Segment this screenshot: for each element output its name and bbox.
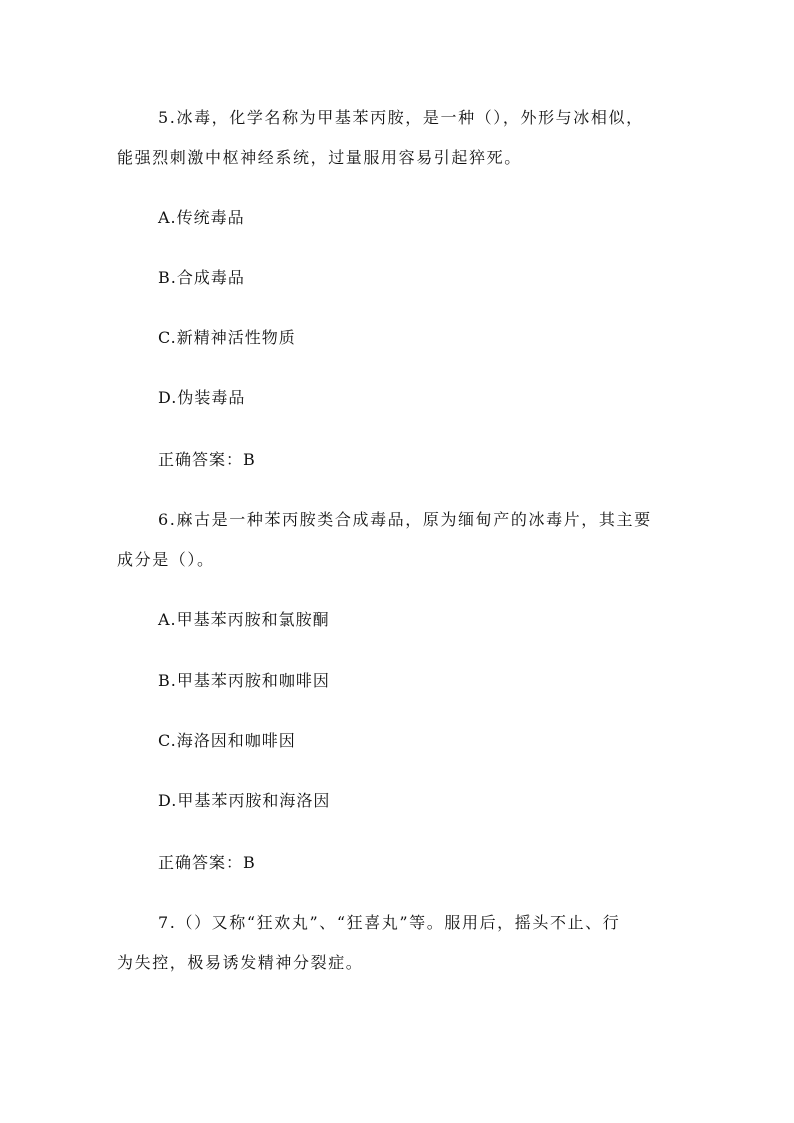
question-5-stem-line-1: 5.冰毒，化学名称为甲基苯丙胺，是一种（），外形与冰相似，: [158, 108, 644, 127]
question-5-option-d: D.伪装毒品: [158, 388, 246, 407]
question-5-stem-line-2: 能强烈刺激中枢神经系统，过量服用容易引起猝死。: [117, 148, 522, 167]
question-6-option-b: B.甲基苯丙胺和咖啡因: [158, 671, 330, 690]
question-6-option-d: D.甲基苯丙胺和海洛因: [158, 791, 331, 810]
question-5-answer: 正确答案：B: [158, 450, 256, 469]
question-5-option-c: C.新精神活性物质: [158, 328, 296, 347]
question-7-stem-line-2: 为失控，极易诱发精神分裂症。: [117, 953, 364, 972]
question-6-stem-line-2: 成分是（）。: [117, 550, 215, 569]
question-6-option-c: C.海洛因和咖啡因: [158, 731, 296, 750]
question-5-option-a: A.传统毒品: [158, 208, 245, 227]
question-6-stem-line-1: 6.麻古是一种苯丙胺类合成毒品，原为缅甸产的冰毒片，其主要: [158, 510, 652, 529]
question-6-option-a: A.甲基苯丙胺和氯胺酮: [158, 610, 330, 629]
question-7-stem-line-1: 7.（）又称“狂欢丸”、“狂喜丸”等。服用后，摇头不止、行: [158, 913, 621, 932]
question-6-answer: 正确答案：B: [158, 853, 256, 872]
question-5-option-b: B.合成毒品: [158, 268, 245, 287]
